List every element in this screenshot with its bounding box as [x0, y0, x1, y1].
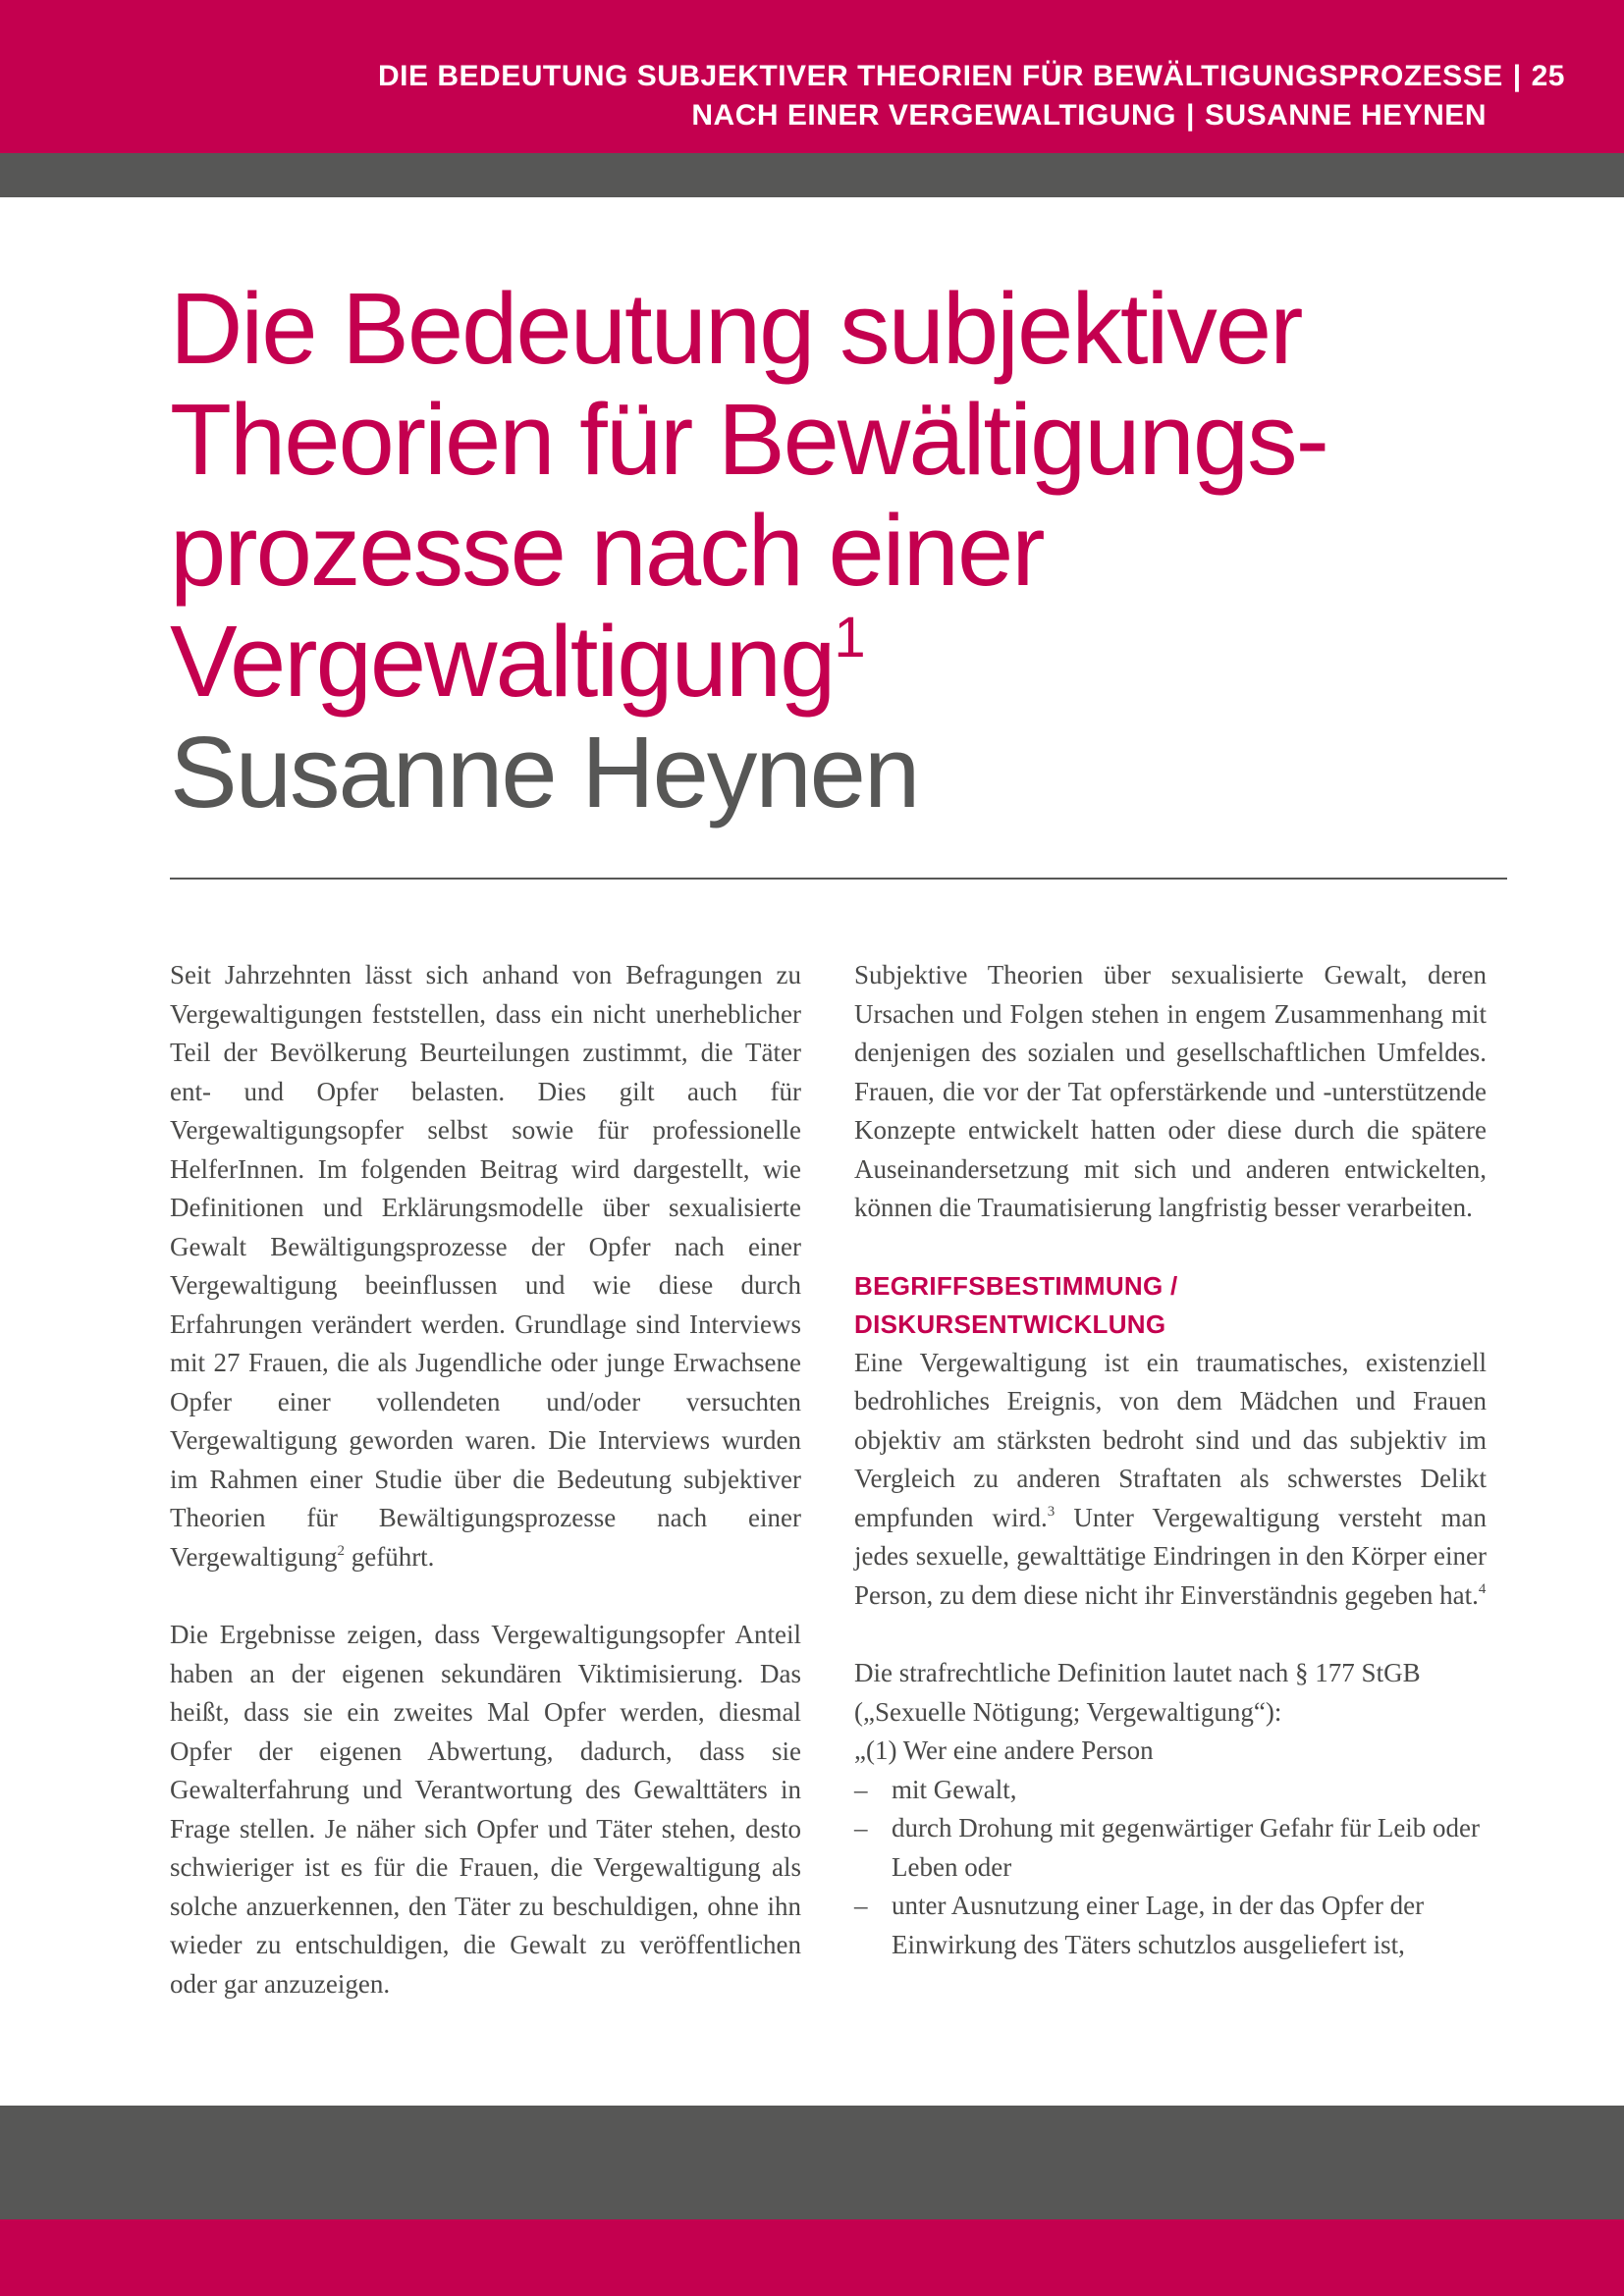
left-paragraph-1 [170, 956, 801, 1576]
law-intro-line-1: Die strafrechtliche Definition lautet nach § 177 StGB [854, 1658, 1421, 1687]
left-column [170, 956, 801, 2043]
list-dash: – [854, 1813, 868, 1842]
right-paragraph-2 [854, 1344, 1487, 1616]
article-title-line-2: Theorien für Bewältigungs- [170, 383, 1327, 496]
left-paragraph-2: Die Ergebnisse zeigen, dass Vergewaltigungsopfer Anteil haben an der eigenen sekundären Viktimisierung. Das heißt, dass sie ein zweites Mal Opfer werden, diesmal Opfer der eigenen Abwertung, dadurch, dass sie Gewalterfahrung und Verantwortung des Gewalttäters in Frage stellen. Je näher sich Opfer und Täter stehen, desto schwieriger ist es für die Frauen, die Vergewaltigung als solche anzuerkennen, den Täter zu beschuldigen, ohne ihn wieder zu entschuldigen, die Gewalt zu veröffentlichen oder gar anzuzeigen. [170, 1620, 801, 1999]
law-conditions-list [854, 1771, 1487, 1965]
law-intro-line-2: („Sexuelle Nötigung; Vergewaltigung“): [854, 1696, 1282, 1727]
list-item-text: mit Gewalt, [892, 1774, 1017, 1804]
left-paragraph-1-end: geführt. [344, 1541, 435, 1572]
footnote-ref-2[interactable]: 2 [337, 1542, 345, 1559]
list-item [854, 1771, 1487, 1810]
right-column [854, 956, 1487, 1964]
running-head-title-cont: NACH EINER VERGEWALTIGUNG [691, 99, 1177, 132]
article-title-line-4 [170, 606, 1446, 717]
article-author: Susanne Heynen [170, 716, 919, 828]
running-head [378, 57, 1565, 135]
list-item [854, 1809, 1487, 1887]
article-title-text: Vergewaltigung [170, 605, 835, 718]
footer-band [0, 2219, 1624, 2296]
header-grey-band [0, 153, 1624, 197]
article-title-line-1: Die Bedeutung subjektiver [170, 272, 1302, 385]
list-item-text: durch Drohung mit gegenwärtiger Gefahr für Leib oder Leben oder [892, 1813, 1481, 1882]
law-intro-line-3: „(1) Wer eine andere Person [854, 1735, 1154, 1765]
page-number: 25 [1531, 60, 1565, 92]
running-head-line-2 [378, 96, 1565, 135]
section-subheading: BEGRIFFSBESTIMMUNG / DISKURSENTWICKLUNG [854, 1270, 1178, 1339]
article-title-line-3: prozesse nach einer [170, 494, 1044, 607]
right-paragraph-2-text-a: Eine Vergewaltigung ist ein traumatisches, existenziell bedrohliches Ereignis, von dem Mädchen und Frauen objektiv am stärksten bedroht sind und das subjektiv im Vergleich zu anderen Straftaten als schwerstes Delikt empfunden wird. [854, 1347, 1487, 1532]
running-head-separator-2: | [1186, 99, 1195, 132]
running-head-author: SUSANNE HEYNEN [1204, 99, 1487, 132]
title-footnote-ref[interactable]: 1 [834, 606, 866, 669]
list-dash: – [854, 1891, 868, 1920]
list-dash: – [854, 1774, 868, 1804]
article-heading [170, 273, 1446, 828]
right-paragraph-2-text-b: Unter Vergewaltigung versteht man jedes sexuelle, gewalttätige Eindringen in den Körper einer Person, zu dem diese nicht ihr Einverständnis gegeben hat. [854, 1502, 1487, 1610]
running-head-line-1 [378, 57, 1565, 96]
right-paragraph-1: Subjektive Theorien über sexualisierte Gewalt, deren Ursachen und Folgen stehen in engem Zusammenhang mit denjenigen des sozialen und gesellschaftlichen Umfeldes. Frauen, die vor der Tat opferstärkende und -unterstützende Konzepte entwickelt hatten oder diese durch die spätere Auseinandersetzung mit sich und anderen entwickelten, können die Traumatisierung langfristig besser verarbeiten. [854, 960, 1487, 1222]
list-item [854, 1887, 1487, 1964]
footnote-ref-3[interactable]: 3 [1047, 1503, 1056, 1520]
running-head-title: DIE BEDEUTUNG SUBJEKTIVER THEORIEN FÜR BEWÄLTIGUNGSPROZESSE [378, 60, 1503, 92]
title-divider [170, 878, 1507, 880]
footnote-ref-4[interactable]: 4 [1478, 1580, 1487, 1597]
list-item-text: unter Ausnutzung einer Lage, in der das Opfer der Einwirkung des Täters schutzlos ausgeliefert ist, [892, 1891, 1425, 1959]
footer-grey-band [0, 2106, 1624, 2219]
running-head-separator: | [1512, 60, 1522, 92]
left-paragraph-1-text: Seit Jahrzehnten lässt sich anhand von Befragungen zu Vergewaltigungen feststellen, dass ein nicht unerheblicher Teil der Bevölkerung Beurteilungen zustimmt, die Täter ent- und Opfer belasten. Dies gilt auch für Vergewaltigungsopfer selbst sowie für professionelle HelferInnen. Im folgenden Beitrag wird dargestellt, wie Definitionen und Erklärungsmodelle über sexualisierte Gewalt Bewältigungsprozesse der Opfer nach einer Vergewaltigung beeinflussen und wie diese durch Erfahrungen verändert werden. Grundlage sind Interviews mit 27 Frauen, die als Jugendliche oder junge Erwachsene Opfer einer vollendeten und/oder versuchten Vergewaltigung geworden waren. Die Interviews wurden im Rahmen einer Studie über die Bedeutung subjektiver Theorien für Bewältigungsprozesse nach einer Vergewaltigung [170, 960, 801, 1572]
